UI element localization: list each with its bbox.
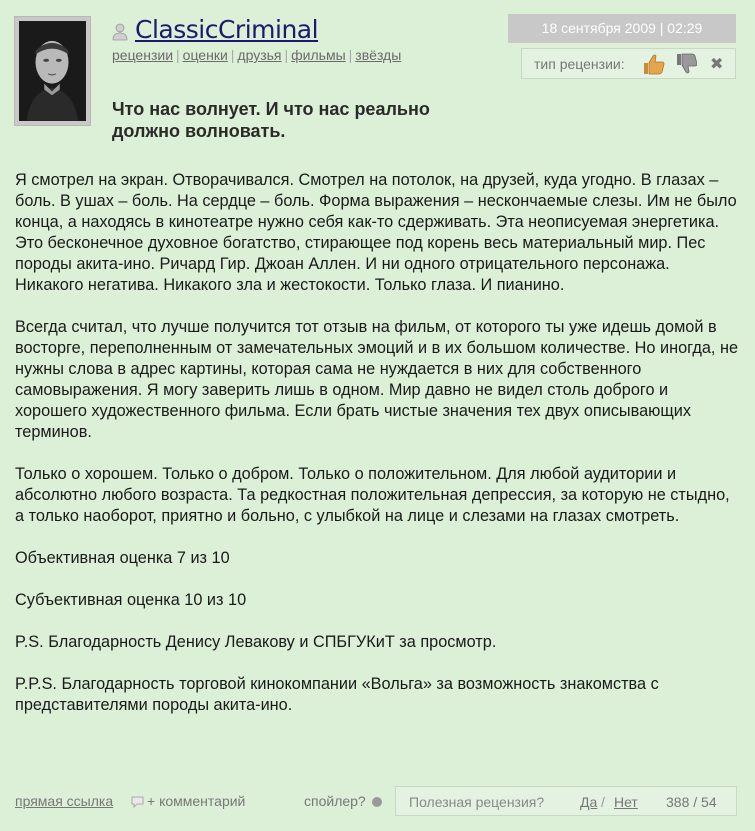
review-paragraph: P.S. Благодарность Денису Левакову и СПБГУКиТ за просмотр. xyxy=(15,633,497,651)
separator: | xyxy=(230,47,235,63)
useful-label: Полезная рецензия? xyxy=(409,794,545,810)
review-paragraph: P.P.S. Благодарность торговой кинокомпании «Вольга» за возможность знакомства с представителями породы акита-ино. xyxy=(15,675,659,714)
avatar[interactable] xyxy=(14,16,91,126)
profile-link-reviews[interactable]: рецензии xyxy=(112,47,174,63)
vote-no-link[interactable]: Нет xyxy=(614,794,638,810)
neutral-close-icon[interactable]: ✖ xyxy=(710,56,724,73)
profile-link-ratings[interactable]: оценки xyxy=(182,47,228,63)
profile-links xyxy=(112,47,401,63)
profile-link-films[interactable]: фильмы xyxy=(291,47,346,63)
thumbs-down-icon[interactable] xyxy=(675,53,697,75)
profile-link-stars[interactable]: звёзды xyxy=(355,47,402,63)
review-paragraph: Я смотрел на экран. Отворачивался. Смотрел на потолок, на друзей, куда угодно. В глазах – боль. В ушах – боль. На сердце – боль. Форма выражения – нескончаемые слезы. Им не было конца, а находясь в кинотеатре нужно себя как-то сдерживать. Эта неописуемая энергетика. Это бесконечное духовное богатство, стирающее под корень весь материальный мир. Пес породы акита-ино. Ричард Гир. Джоан Аллен. И ни одного отрицательного персонажа. Никакого негатива. Никакого зла и жестокости. Только глаза. И пианино. xyxy=(15,171,737,294)
vote-separator: / xyxy=(601,794,605,810)
vote-yes-link[interactable]: Да xyxy=(580,794,598,810)
review-date: 18 сентября 2009 | 02:29 xyxy=(508,14,736,43)
add-comment-link[interactable]: + комментарий xyxy=(147,793,246,809)
separator: | xyxy=(284,47,289,63)
review-paragraph: Субъективная оценка 10 из 10 xyxy=(15,591,247,609)
profile-link-friends[interactable]: друзья xyxy=(237,47,282,63)
vote-score: 388 / 54 xyxy=(666,794,717,810)
spoiler-label[interactable]: спойлер? xyxy=(304,793,366,809)
separator: | xyxy=(348,47,353,63)
review-paragraph: Всегда считал, что лучше получится тот отзыв на фильм, от которого ты уже идешь домой в восторге, переполненным от замечательных эмоций и в их большом количестве. Но иногда, не нужны слова в адрес картины, которая сама не нуждается в них для собственного самовыражения. Я могу заверить лишь в одном. Мир давно не видел столь доброго и хорошего художественного фильма. Если брать чистые значения тех двух описывающих терминов. xyxy=(15,318,738,441)
review-footer xyxy=(0,785,755,825)
username-link[interactable]: ClassicCriminal xyxy=(135,15,319,44)
comment-icon xyxy=(131,796,144,808)
review-title: Что нас волнует. И что нас реально должно волновать. xyxy=(112,99,430,141)
user-status-icon xyxy=(112,23,128,41)
review-body xyxy=(15,170,740,737)
review-paragraph: Объективная оценка 7 из 10 xyxy=(15,549,230,567)
review-type-label: тип рецензии: xyxy=(534,56,625,72)
useful-review-box xyxy=(395,786,737,816)
review-type-box xyxy=(521,48,736,79)
thumbs-up-icon[interactable] xyxy=(642,53,666,75)
review-paragraph: Только о хорошем. Только о добром. Только о положительном. Для любой аудитории и абсолютно любого возраста. Та редкостная положительная депрессия, за которую не стыдно, а только наоборот, приятно и больно, с улыбкой на лице и слезами на глазах смотреть. xyxy=(15,465,730,525)
spoiler-toggle-icon[interactable] xyxy=(372,797,382,807)
direct-link[interactable]: прямая ссылка xyxy=(15,793,114,809)
separator: | xyxy=(176,47,180,63)
avatar-photo xyxy=(19,21,86,121)
